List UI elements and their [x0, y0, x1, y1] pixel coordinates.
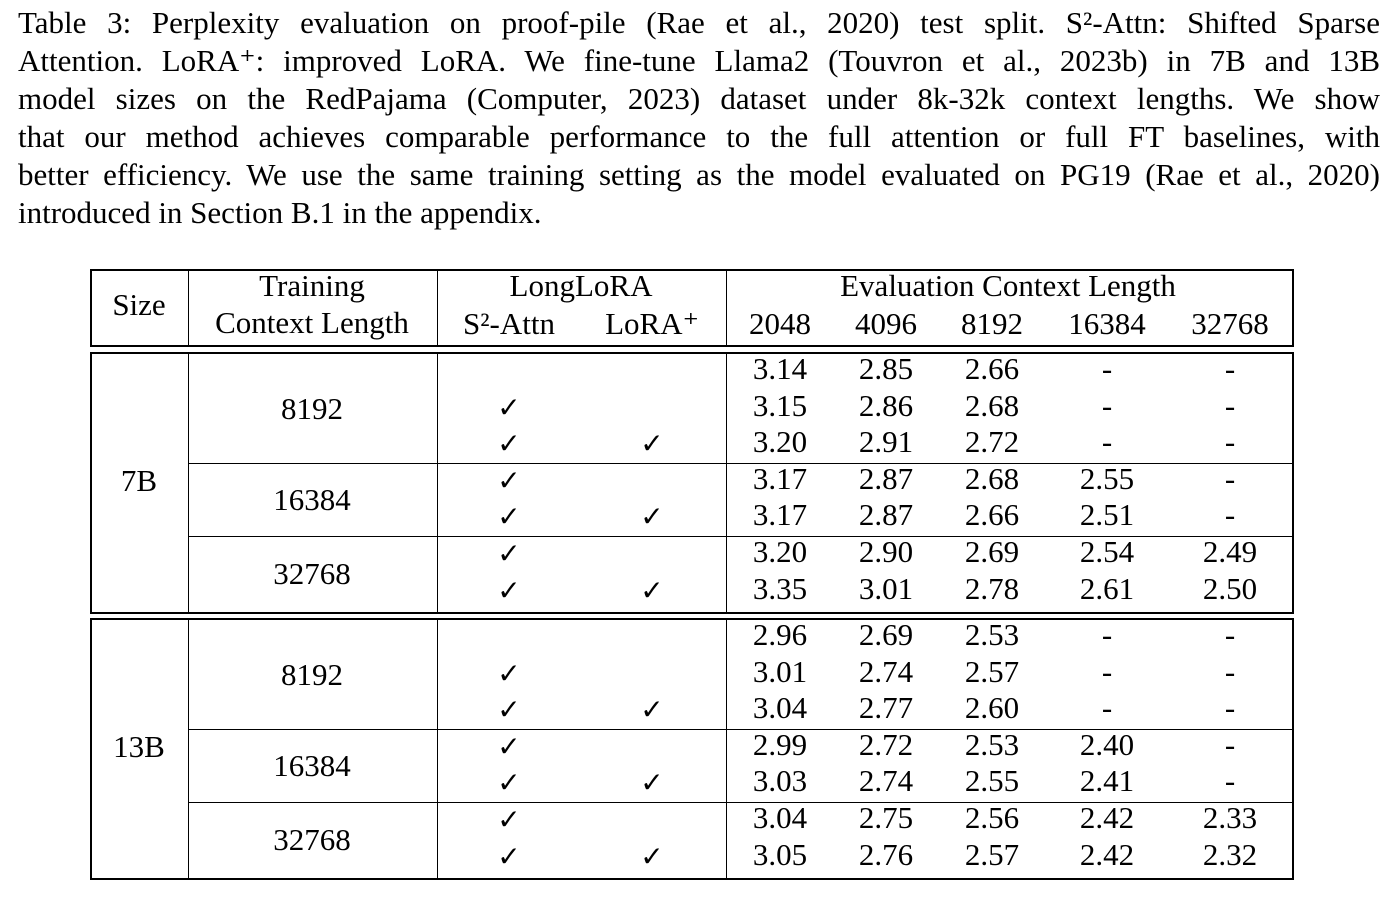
check-mark-icon: ✓ — [497, 693, 521, 727]
perplexity-value-cell: - — [1224, 387, 1236, 423]
perplexity-value-cell: 2.56 — [964, 800, 1020, 835]
check-mark-icon: ✓ — [497, 803, 521, 836]
header-divider — [437, 269, 438, 347]
perplexity-value-cell: 2.74 — [858, 763, 914, 799]
column-divider — [437, 618, 438, 880]
column-divider — [726, 618, 727, 880]
check-mark-icon: ✓ — [497, 839, 521, 873]
perplexity-value-cell: - — [1224, 763, 1236, 799]
header-s2-attn: S²-Attn — [463, 306, 555, 341]
perplexity-value-cell: 2.66 — [964, 497, 1020, 533]
perplexity-value-cell: 2.87 — [858, 497, 914, 533]
perplexity-value-cell: - — [1101, 690, 1113, 726]
perplexity-value-cell: - — [1101, 653, 1113, 689]
perplexity-value-cell: 3.20 — [752, 534, 808, 569]
check-mark-icon: ✓ — [640, 839, 664, 873]
perplexity-value-cell: 3.04 — [752, 690, 808, 726]
check-mark-icon: ✓ — [497, 656, 521, 690]
check-mark-icon: ✓ — [497, 390, 521, 424]
perplexity-value-cell: 2.69 — [858, 617, 914, 652]
check-mark-icon: ✓ — [640, 427, 664, 461]
perplexity-value-cell: - — [1224, 351, 1236, 386]
perplexity-value-cell: - — [1101, 351, 1113, 386]
check-mark-icon: ✓ — [497, 463, 521, 497]
header-eval-col: 32768 — [1191, 306, 1269, 341]
perplexity-value-cell: 2.86 — [858, 387, 914, 423]
column-divider — [188, 352, 189, 614]
header-training-line2: Context Length — [215, 305, 409, 340]
column-divider — [437, 352, 438, 614]
training-length-cell: 16384 — [273, 748, 351, 784]
header-eval-col: 2048 — [749, 306, 811, 341]
header-longlora: LongLoRA — [509, 268, 653, 303]
caption-line: that our method achieves comparable performance to the full attention or full FT baselines, with — [18, 119, 1380, 154]
perplexity-value-cell: - — [1224, 690, 1236, 726]
check-mark-icon: ✓ — [640, 766, 664, 800]
perplexity-value-cell: 2.96 — [752, 617, 808, 652]
perplexity-value-cell: 2.32 — [1202, 836, 1258, 872]
perplexity-value-cell: 2.51 — [1079, 497, 1135, 533]
training-length-cell: 16384 — [273, 482, 351, 518]
header-eval-col: 16384 — [1068, 306, 1146, 341]
perplexity-value-cell: 2.85 — [858, 351, 914, 386]
caption-line: Table 3: Perplexity evaluation on proof-pile (Rae et al., 2020) test split. S²-Attn: Shifted Sparse — [18, 5, 1380, 40]
perplexity-value-cell: 2.74 — [858, 653, 914, 689]
check-mark-icon: ✓ — [497, 500, 521, 534]
perplexity-value-cell: 2.41 — [1079, 763, 1135, 799]
perplexity-value-cell: 2.55 — [1079, 460, 1135, 496]
caption-line: Attention. LoRA⁺: improved LoRA. We fine-tune Llama2 (Touvron et al., 2023b) in 7B and 13B — [18, 43, 1380, 78]
header-eval-col: 8192 — [961, 306, 1023, 341]
perplexity-value-cell: 2.49 — [1202, 534, 1258, 569]
perplexity-value-cell: - — [1224, 726, 1236, 762]
perplexity-value-cell: 2.53 — [964, 726, 1020, 762]
header-divider — [188, 269, 189, 347]
perplexity-value-cell: 2.69 — [964, 534, 1020, 569]
perplexity-value-cell: - — [1101, 387, 1113, 423]
perplexity-value-cell: 2.87 — [858, 460, 914, 496]
perplexity-value-cell: 3.04 — [752, 800, 808, 835]
perplexity-value-cell: 2.99 — [752, 726, 808, 762]
size-cell: 7B — [120, 463, 158, 499]
perplexity-value-cell: 3.14 — [752, 351, 808, 386]
perplexity-value-cell: 2.55 — [964, 763, 1020, 799]
caption-line: introduced in Section B.1 in the appendix. — [18, 195, 542, 230]
perplexity-value-cell: 3.20 — [752, 424, 808, 460]
perplexity-value-cell: 2.72 — [964, 424, 1020, 460]
check-mark-icon: ✓ — [497, 427, 521, 461]
perplexity-value-cell: 2.40 — [1079, 726, 1135, 762]
perplexity-value-cell: 2.91 — [858, 424, 914, 460]
perplexity-value-cell: 3.05 — [752, 836, 808, 872]
training-length-cell: 8192 — [281, 656, 343, 692]
check-mark-icon: ✓ — [497, 766, 521, 800]
check-mark-icon: ✓ — [497, 729, 521, 763]
perplexity-value-cell: - — [1101, 617, 1113, 652]
perplexity-value-cell: - — [1224, 653, 1236, 689]
perplexity-value-cell: 2.90 — [858, 534, 914, 569]
perplexity-value-cell: 2.33 — [1202, 800, 1258, 835]
caption-line: better efficiency. We use the same training setting as the model evaluated on PG19 (Rae et al., 2020) — [18, 157, 1380, 192]
perplexity-value-cell: - — [1224, 497, 1236, 533]
perplexity-value-cell: - — [1224, 460, 1236, 496]
perplexity-value-cell: 2.66 — [964, 351, 1020, 386]
perplexity-value-cell: 2.42 — [1079, 836, 1135, 872]
perplexity-value-cell: - — [1224, 617, 1236, 652]
header-divider — [726, 269, 727, 347]
header-eval-context-length: Evaluation Context Length — [840, 268, 1176, 303]
perplexity-value-cell: 2.68 — [964, 460, 1020, 496]
perplexity-value-cell: 3.17 — [752, 460, 808, 496]
perplexity-value-cell: 2.75 — [858, 800, 914, 835]
perplexity-value-cell: 3.01 — [752, 653, 808, 689]
perplexity-value-cell: 2.54 — [1079, 534, 1135, 569]
perplexity-value-cell: 2.61 — [1079, 570, 1135, 606]
check-mark-icon: ✓ — [640, 573, 664, 607]
perplexity-value-cell: 3.01 — [858, 570, 914, 606]
check-mark-icon: ✓ — [640, 693, 664, 727]
training-length-cell: 8192 — [281, 390, 343, 426]
size-cell: 13B — [113, 729, 165, 765]
perplexity-value-cell: 2.60 — [964, 690, 1020, 726]
perplexity-value-cell: 2.57 — [964, 836, 1020, 872]
perplexity-value-cell: 3.03 — [752, 763, 808, 799]
check-mark-icon: ✓ — [640, 500, 664, 534]
perplexity-value-cell: 2.42 — [1079, 800, 1135, 835]
perplexity-value-cell: 2.77 — [858, 690, 914, 726]
perplexity-value-cell: - — [1224, 424, 1236, 460]
perplexity-value-cell: 3.35 — [752, 570, 808, 606]
check-mark-icon: ✓ — [497, 573, 521, 607]
perplexity-value-cell: - — [1101, 424, 1113, 460]
perplexity-value-cell: 3.17 — [752, 497, 808, 533]
header-size: Size — [112, 287, 166, 322]
perplexity-value-cell: 2.50 — [1202, 570, 1258, 606]
perplexity-value-cell: 2.68 — [964, 387, 1020, 423]
header-lora-plus: LoRA⁺ — [605, 306, 699, 341]
perplexity-value-cell: 3.15 — [752, 387, 808, 423]
training-length-cell: 32768 — [273, 555, 351, 591]
perplexity-value-cell: 2.72 — [858, 726, 914, 762]
check-mark-icon: ✓ — [497, 537, 521, 570]
training-length-cell: 32768 — [273, 821, 351, 857]
perplexity-value-cell: 2.53 — [964, 617, 1020, 652]
header-training-line1: Training — [259, 268, 365, 303]
perplexity-value-cell: 2.76 — [858, 836, 914, 872]
header-eval-col: 4096 — [855, 306, 917, 341]
column-divider — [188, 618, 189, 880]
caption-line: model sizes on the RedPajama (Computer, 2023) dataset under 8k-32k context lengths. We show — [18, 81, 1380, 116]
column-divider — [726, 352, 727, 614]
perplexity-value-cell: 2.57 — [964, 653, 1020, 689]
perplexity-value-cell: 2.78 — [964, 570, 1020, 606]
